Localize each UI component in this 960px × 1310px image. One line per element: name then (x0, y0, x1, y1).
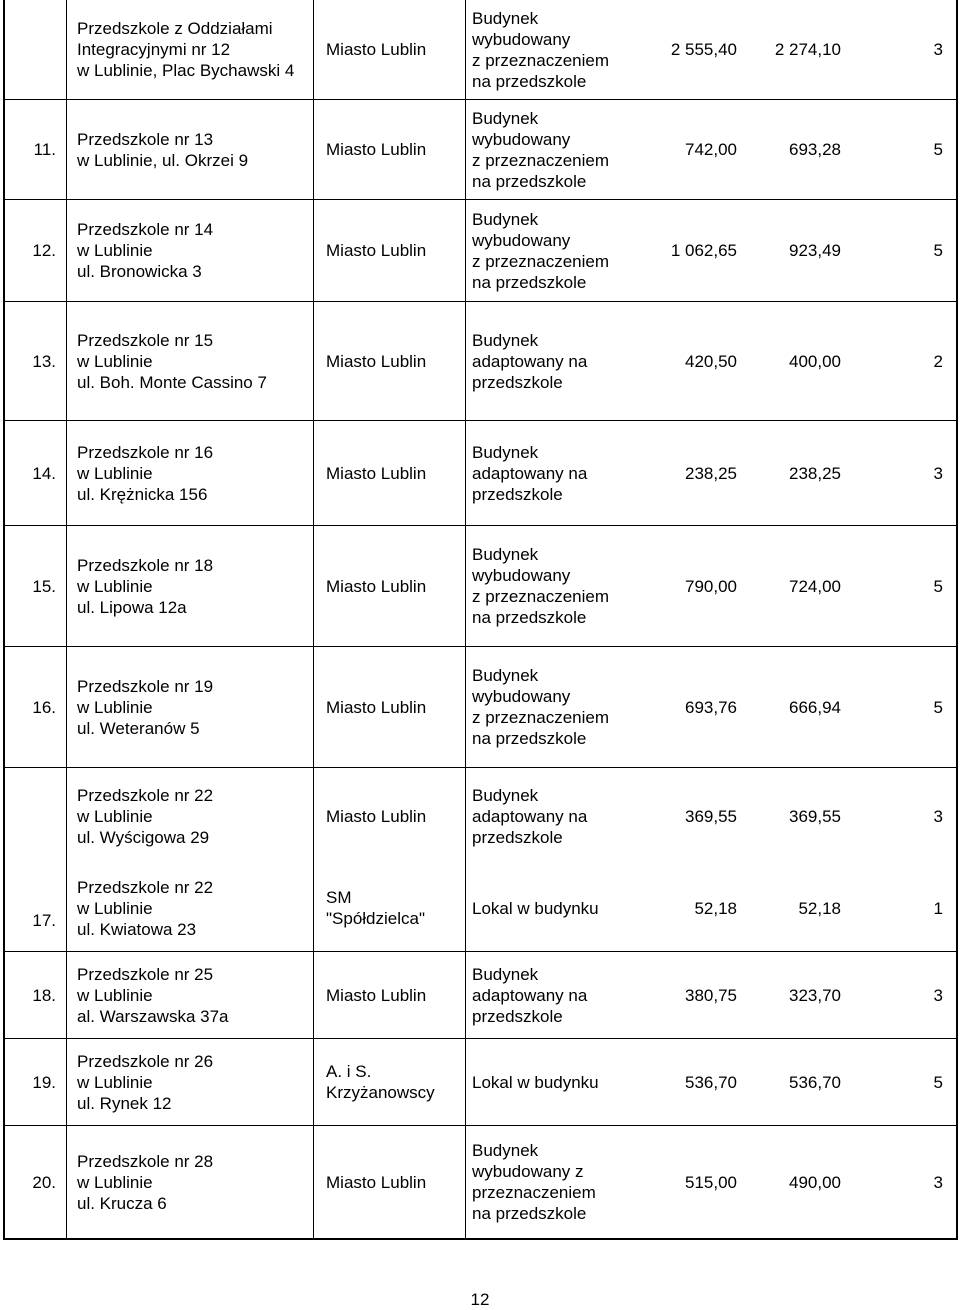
building-type: Budynek wybudowany z przeznaczeniem na przedszkole (472, 108, 610, 191)
owner: Miasto Lublin (314, 526, 466, 646)
table-row (5, 526, 956, 647)
building-type: Budynek wybudowany z przeznaczeniem na przedszkole (472, 545, 610, 627)
table-row (5, 302, 956, 421)
usable-area: 724,00 (789, 576, 841, 596)
usable-area: 490,00 (789, 1172, 841, 1192)
row-number: 13. (5, 302, 67, 420)
usable-area: 52,18 (798, 898, 841, 918)
kindergarten-name: Przedszkole nr 13 w Lublinie, ul. Okrzei 9 (67, 100, 314, 199)
row-number: 14. (5, 421, 67, 525)
unit-count: 5 (933, 697, 943, 717)
table-row (5, 768, 956, 952)
kindergarten-table (3, 0, 958, 1240)
table-row (5, 100, 956, 200)
building-type: Budynek adaptowany na przedszkole (472, 786, 588, 847)
total-area: 380,75 (685, 985, 737, 1005)
owner: Miasto Lublin (314, 952, 466, 1038)
total-area: 52,18 (694, 898, 737, 918)
table-row (5, 952, 956, 1039)
page-number: 12 (470, 1290, 490, 1309)
usable-area: 666,94 (789, 697, 841, 717)
building-type: Budynek adaptowany na przedszkole (472, 964, 588, 1026)
owner: Miasto Lublin (314, 200, 466, 301)
usable-area: 536,70 (789, 1072, 841, 1092)
table-row (5, 1126, 956, 1238)
kindergarten-name: Przedszkole nr 28 w Lublinie ul. Krucza 6 (67, 1126, 314, 1238)
table-row (5, 647, 956, 768)
total-area: 1 062,65 (670, 241, 737, 260)
total-area: 693,76 (685, 697, 737, 717)
unit-count: 3 (933, 985, 943, 1005)
kindergarten-name: Przedszkole nr 26 w Lublinie ul. Rynek 12 (67, 1039, 314, 1125)
usable-area: 2 274,10 (774, 40, 841, 59)
building-type: Lokal w budynku (472, 1072, 599, 1092)
total-area: 790,00 (685, 576, 737, 596)
building-type: Budynek wybudowany z przeznaczeniem na przedszkole (472, 209, 610, 292)
unit-count: 5 (933, 576, 943, 596)
unit-count: 5 (933, 241, 943, 260)
table-row (5, 0, 956, 100)
total-area: 238,25 (685, 463, 737, 483)
kindergarten-name: Przedszkole nr 18 w Lublinie ul. Lipowa 12a (67, 526, 314, 646)
total-area: 369,55 (685, 807, 737, 826)
owner: A. i S. Krzyżanowscy (314, 1039, 466, 1125)
total-area: 742,00 (685, 140, 737, 159)
kindergarten-name: Przedszkole nr 14 w Lublinie ul. Bronowicka 3 (67, 200, 314, 301)
sub-row (67, 865, 956, 951)
kindergarten-name: Przedszkole nr 22 w Lublinie ul. Kwiatowa 23 (67, 865, 314, 951)
owner: Miasto Lublin (314, 421, 466, 525)
kindergarten-name: Przedszkole nr 15 w Lublinie ul. Boh. Monte Cassino 7 (67, 302, 314, 420)
owner: Miasto Lublin (314, 302, 466, 420)
row-number: 18. (5, 952, 67, 1038)
owner: Miasto Lublin (314, 0, 466, 99)
sub-row (67, 768, 956, 865)
row-number: 20. (5, 1126, 67, 1238)
total-area: 536,70 (685, 1072, 737, 1092)
building-type: Budynek adaptowany na przedszkole (472, 442, 588, 504)
total-area: 420,50 (685, 351, 737, 371)
owner: Miasto Lublin (314, 100, 466, 199)
unit-count: 5 (933, 140, 943, 159)
building-type: Budynek wybudowany z przeznaczeniem na przedszkole (472, 666, 610, 748)
kindergarten-name: Przedszkole nr 22 w Lublinie ul. Wyścigowa 29 (67, 768, 314, 865)
total-area: 515,00 (685, 1172, 737, 1192)
kindergarten-name: Przedszkole nr 25 w Lublinie al. Warszawska 37a (67, 952, 314, 1038)
unit-count: 3 (933, 463, 943, 483)
table-row (5, 200, 956, 302)
unit-count: 2 (933, 351, 943, 371)
kindergarten-name: Przedszkole nr 16 w Lublinie ul. Krężnicka 156 (67, 421, 314, 525)
usable-area: 400,00 (789, 351, 841, 371)
building-type: Budynek adaptowany na przedszkole (472, 330, 588, 392)
row-number: 11. (5, 100, 67, 199)
row-number: 19. (5, 1039, 67, 1125)
kindergarten-name: Przedszkole z Oddziałami Integracyjnymi nr 12 w Lublinie, Plac Bychawski 4 (67, 0, 314, 99)
row-number (5, 0, 67, 99)
usable-area: 369,55 (789, 807, 841, 826)
owner: SM "Spółdzielca" (314, 865, 466, 951)
usable-area: 238,25 (789, 463, 841, 483)
total-area: 2 555,40 (670, 40, 737, 59)
table-row (5, 1039, 956, 1126)
row-number: 15. (5, 526, 67, 646)
usable-area: 693,28 (789, 140, 841, 159)
table-row (5, 421, 956, 526)
usable-area: 323,70 (789, 985, 841, 1005)
row-number: 12. (5, 200, 67, 301)
building-type: Budynek wybudowany z przeznaczeniem na przedszkole (472, 1141, 596, 1223)
unit-count: 1 (933, 898, 943, 918)
unit-count: 3 (933, 1172, 943, 1192)
owner: Miasto Lublin (314, 768, 466, 865)
row-number: 17. (5, 768, 67, 951)
building-type: Budynek wybudowany z przeznaczeniem na przedszkole (472, 8, 610, 91)
row-number: 16. (5, 647, 67, 767)
usable-area: 923,49 (789, 241, 841, 260)
owner: Miasto Lublin (314, 1126, 466, 1238)
owner: Miasto Lublin (314, 647, 466, 767)
unit-count: 3 (933, 807, 943, 826)
kindergarten-name: Przedszkole nr 19 w Lublinie ul. Weteranów 5 (67, 647, 314, 767)
building-type: Lokal w budynku (472, 898, 599, 918)
unit-count: 3 (933, 40, 943, 59)
unit-count: 5 (933, 1072, 943, 1092)
